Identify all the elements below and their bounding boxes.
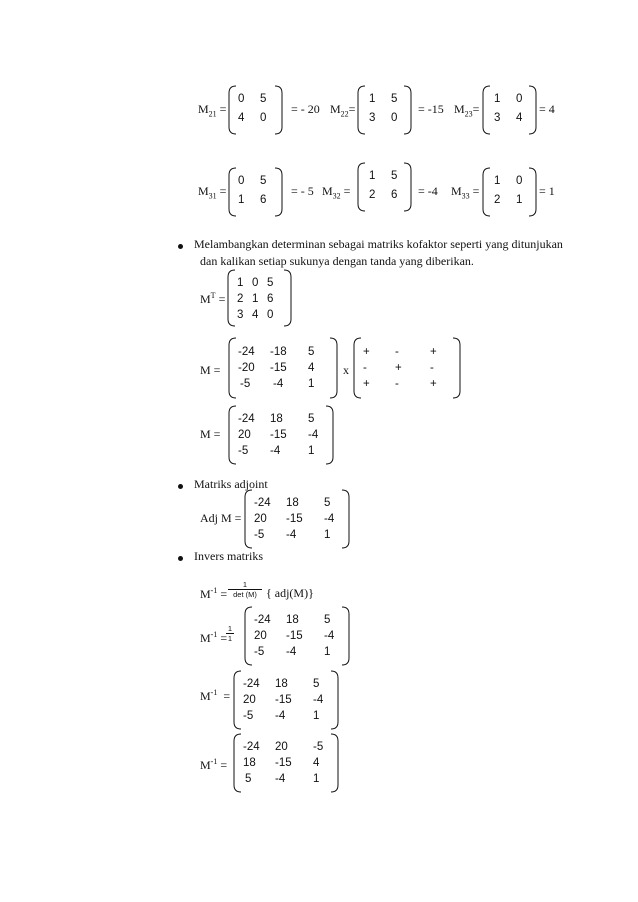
adjoint-label: Adj M = xyxy=(200,511,242,525)
bullet-text-adjoint: Matriks adjoint xyxy=(194,477,268,491)
matrix-cell: 6 xyxy=(267,293,274,305)
matrix-cell: 0 xyxy=(267,309,274,321)
matrix-cell: 20 xyxy=(275,741,288,753)
inverse-step1-label: $M^{-1}$ = xyxy=(200,630,228,645)
inverse-final-matrix xyxy=(233,733,339,793)
matrix-cell: -5 xyxy=(238,445,249,457)
minor-result-m23: = 4 xyxy=(539,102,555,116)
cofactor-result-label: M = xyxy=(200,427,221,441)
matrix-cell: 5 xyxy=(308,346,315,358)
minor-result-m32: = -4 xyxy=(418,184,438,198)
matrix-cell: 5 xyxy=(267,277,274,289)
matrix-cell: 5 xyxy=(324,497,331,509)
matrix-cell: + xyxy=(430,378,437,390)
matrix-cell: 1 xyxy=(308,378,315,390)
matrix-cell: 5 xyxy=(324,614,331,626)
matrix-cell: 18 xyxy=(286,497,299,509)
matrix-cell: -5 xyxy=(240,378,251,390)
bullet-dot xyxy=(178,484,183,489)
matrix-cell: 4 xyxy=(238,112,245,124)
cofactor-step-label: M = xyxy=(200,363,221,377)
minor-result-m31: = - 5 xyxy=(291,184,314,198)
matrix-cell: -24 xyxy=(254,614,271,626)
fraction-numerator: 1 xyxy=(242,580,248,589)
minor-label-m22: $M_{22}=$ xyxy=(330,102,356,119)
matrix-cell: + xyxy=(363,378,370,390)
matrix-cell: - xyxy=(395,346,399,358)
bullet-dot xyxy=(178,556,183,561)
inverse-step2-label: $M^{-1}$ = xyxy=(200,688,231,703)
minor-matrix-m22 xyxy=(357,85,412,135)
inverse-step2-matrix xyxy=(233,670,339,730)
matrix-cell: 4 xyxy=(313,757,320,769)
matrix-cell: 18 xyxy=(286,614,299,626)
inverse-formula-rest: { adj(M)} xyxy=(266,586,314,600)
minor-label-m33: $M_{33}$ = xyxy=(451,184,480,201)
matrix-cell: -15 xyxy=(270,429,287,441)
matrix-cell: 3 xyxy=(494,112,501,124)
matrix-cell: -4 xyxy=(324,630,335,642)
matrix-brackets xyxy=(228,167,283,217)
minor-result-m21: = - 20 xyxy=(291,102,320,116)
fraction-numerator: 1 xyxy=(227,624,233,633)
matrix-cell: -24 xyxy=(238,413,255,425)
minor-result-m22: = -15 xyxy=(418,102,444,116)
matrix-cell: 0 xyxy=(260,112,267,124)
matrix-cell: 1 xyxy=(238,194,245,206)
matrix-cell: -4 xyxy=(275,710,286,722)
matrix-brackets xyxy=(482,85,537,135)
matrix-cell: -4 xyxy=(286,646,297,658)
sign-matrix xyxy=(353,337,461,399)
matrix-cell: 5 xyxy=(245,773,252,785)
matrix-cell: 5 xyxy=(260,93,267,105)
inverse-formula-fraction xyxy=(228,580,262,599)
matrix-cell: 0 xyxy=(516,175,523,187)
inverse-step1-fraction xyxy=(226,624,234,643)
matrix-cell: -24 xyxy=(243,741,260,753)
matrix-cell: -4 xyxy=(313,694,324,706)
matrix-cell: - xyxy=(430,362,434,374)
matrix-cell: 1 xyxy=(494,175,501,187)
bullet-text-line2: dan kalikan setiap sukunya dengan tanda yang diberikan. xyxy=(200,254,474,268)
matrix-cell: - xyxy=(395,378,399,390)
minor-matrix-m32 xyxy=(357,162,412,212)
matrix-cell: 20 xyxy=(238,429,251,441)
matrix-cell: -20 xyxy=(238,362,255,374)
times-sign: x xyxy=(343,363,349,377)
matrix-cell: -15 xyxy=(275,757,292,769)
minor-label-m31: $M_{31}$ = xyxy=(198,184,227,201)
fraction-denominator: 1 xyxy=(227,634,233,643)
matrix-cell: 6 xyxy=(260,194,267,206)
matrix-cell: 4 xyxy=(252,309,259,321)
matrix-cell: 1 xyxy=(369,93,376,105)
cofactor-result-matrix xyxy=(228,405,334,465)
matrix-cell: 3 xyxy=(237,309,244,321)
matrix-cell: -5 xyxy=(254,646,265,658)
matrix-cell: -4 xyxy=(270,445,281,457)
fraction-denominator: det (M) xyxy=(228,589,262,599)
matrix-cell: 1 xyxy=(369,170,376,182)
inverse-final-label: $M^{-1}$ = xyxy=(200,757,228,772)
matrix-cell: -15 xyxy=(286,513,303,525)
matrix-cell: 2 xyxy=(237,293,244,305)
inverse-step1-matrix xyxy=(244,606,350,666)
matrix-cell: 1 xyxy=(313,773,320,785)
matrix-cell: - xyxy=(363,362,367,374)
matrix-cell: + xyxy=(430,346,437,358)
matrix-cell: + xyxy=(363,346,370,358)
matrix-cell: 0 xyxy=(516,93,523,105)
minor-label-m21: $M_{21}$ = xyxy=(198,102,227,119)
matrix-cell: -24 xyxy=(243,678,260,690)
cofactor-step-matrix xyxy=(228,337,338,399)
matrix-cell: 0 xyxy=(238,175,245,187)
bullet-text-inverse: Invers matriks xyxy=(194,549,263,563)
matrix-brackets xyxy=(357,162,412,212)
matrix-cell: 5 xyxy=(260,175,267,187)
matrix-cell: -4 xyxy=(273,378,284,390)
matrix-cell: 1 xyxy=(237,277,244,289)
minor-label-m23: $M_{23}=$ xyxy=(454,102,480,119)
matrix-cell: 1 xyxy=(494,93,501,105)
matrix-cell: 4 xyxy=(308,362,315,374)
matrix-cell: 18 xyxy=(243,757,256,769)
matrix-cell: 20 xyxy=(254,630,267,642)
matrix-cell: 5 xyxy=(308,413,315,425)
matrix-cell: -24 xyxy=(254,497,271,509)
matrix-cell: 0 xyxy=(391,112,398,124)
matrix-cell: -15 xyxy=(286,630,303,642)
matrix-cell: 1 xyxy=(252,293,259,305)
matrix-cell: -24 xyxy=(238,346,255,358)
matrix-cell: 0 xyxy=(238,93,245,105)
matrix-cell: 18 xyxy=(275,678,288,690)
bullet-dot xyxy=(178,244,183,249)
matrix-brackets xyxy=(228,85,283,135)
matrix-brackets xyxy=(482,167,537,217)
transpose-matrix xyxy=(227,269,292,327)
matrix-cell: -4 xyxy=(308,429,319,441)
matrix-cell: -18 xyxy=(270,346,287,358)
matrix-cell: 6 xyxy=(391,189,398,201)
matrix-cell: -5 xyxy=(313,741,324,753)
matrix-cell: 1 xyxy=(324,529,331,541)
matrix-cell: -15 xyxy=(270,362,287,374)
matrix-cell: 1 xyxy=(308,445,315,457)
minor-matrix-m23 xyxy=(482,85,537,135)
matrix-cell: 1 xyxy=(324,646,331,658)
matrix-cell: -15 xyxy=(275,694,292,706)
matrix-cell: -5 xyxy=(243,710,254,722)
transpose-label: $M^T$ = xyxy=(200,291,226,306)
matrix-cell: 1 xyxy=(516,194,523,206)
matrix-cell: + xyxy=(395,362,402,374)
matrix-cell: 4 xyxy=(516,112,523,124)
matrix-cell: 1 xyxy=(313,710,320,722)
matrix-cell: 0 xyxy=(252,277,259,289)
inverse-formula-label: $M^{-1}$ = xyxy=(200,586,228,601)
minor-matrix-m21 xyxy=(228,85,283,135)
matrix-cell: 18 xyxy=(270,413,283,425)
minor-matrix-m31 xyxy=(228,167,283,217)
matrix-cell: 5 xyxy=(391,170,398,182)
matrix-cell: 2 xyxy=(494,194,501,206)
minor-result-m33: = 1 xyxy=(539,184,555,198)
bullet-text-line1: Melambangkan determinan sebagai matriks kofaktor seperti yang ditunjukan xyxy=(194,237,563,251)
matrix-cell: 20 xyxy=(254,513,267,525)
matrix-cell: 5 xyxy=(391,93,398,105)
matrix-cell: -4 xyxy=(324,513,335,525)
minor-label-m32: $M_{32}$ = xyxy=(322,184,351,201)
matrix-cell: -4 xyxy=(275,773,286,785)
matrix-cell: -4 xyxy=(286,529,297,541)
matrix-cell: 5 xyxy=(313,678,320,690)
matrix-cell: 3 xyxy=(369,112,376,124)
matrix-cell: 20 xyxy=(243,694,256,706)
matrix-cell: -5 xyxy=(254,529,265,541)
minor-matrix-m33 xyxy=(482,167,537,217)
adjoint-matrix xyxy=(244,489,350,549)
matrix-cell: 2 xyxy=(369,189,376,201)
matrix-brackets xyxy=(357,85,412,135)
